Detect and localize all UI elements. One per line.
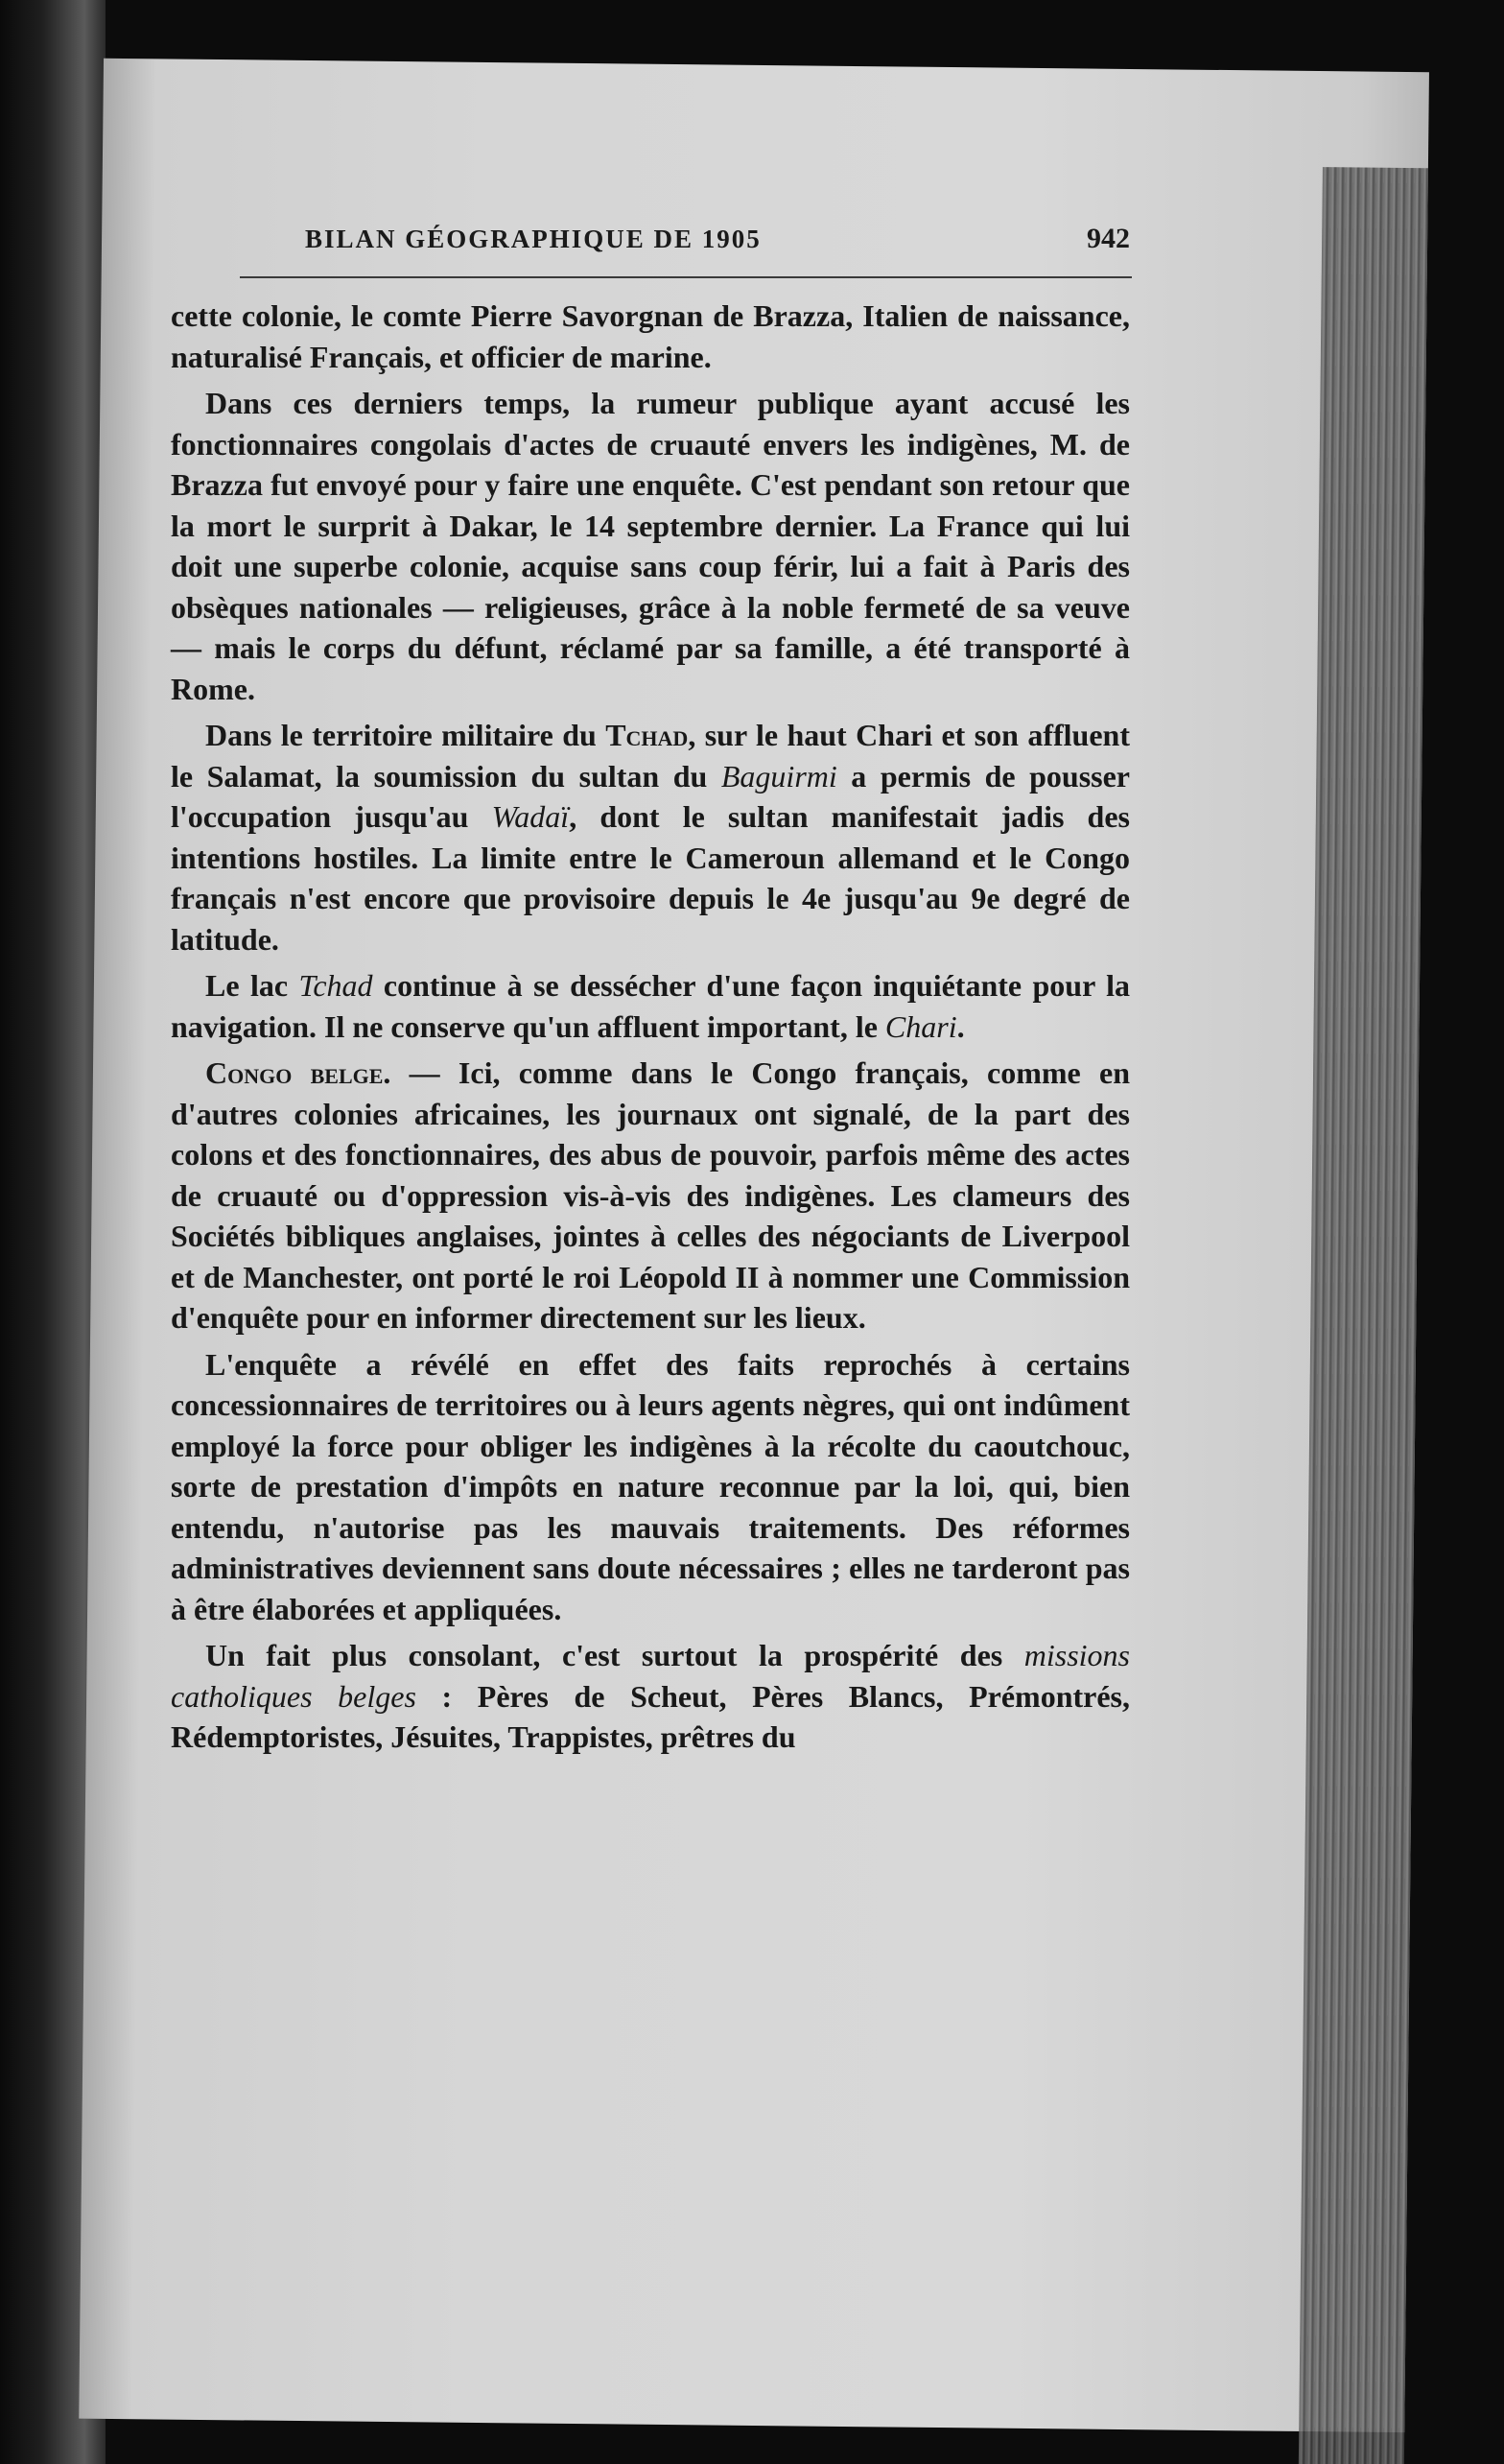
header-rule bbox=[240, 276, 1132, 278]
paragraph-text: , dont le sultan manifestait jadis des intentions hostiles. La limite entre le Cameroun allemand et le Congo français n'est encore que provisoire depuis le 4e jusqu'au 9e degré de latitude. bbox=[171, 799, 1131, 957]
paragraph bbox=[171, 965, 1130, 1047]
paragraph bbox=[171, 296, 1130, 377]
page-number: 942 bbox=[1087, 223, 1130, 254]
running-title: BILAN GÉOGRAPHIQUE DE 1905 bbox=[305, 225, 762, 253]
paragraph-text: L'enquête a révélé en effet des faits reprochés à certains concessionnaires de territoires ou à leurs agents nègres, qui ont indûment employé la force pour obliger les indigènes à la récolte du caoutchouc, sorte de prestation d'impôts en nature reconnue par la loi, qui, bien entendu, n'autorise pas les mauvais traitements. Des réformes administratives deviennent sans doute nécessaires ; elles ne tarderont pas à être élaborées et appliquées. bbox=[171, 1346, 1130, 1626]
paragraph-text: Un fait plus consolant, c'est surtout la prospérité des bbox=[205, 1638, 1024, 1672]
paragraph-text: Le lac bbox=[205, 968, 299, 1003]
paragraph-text: a permis de pousser l'occupation jusqu'au bbox=[171, 758, 1130, 834]
paragraph bbox=[171, 1635, 1130, 1758]
place-name: Tchad bbox=[605, 718, 689, 752]
paragraph-text: cette colonie, le comte Pierre Savorgnan de Brazza, Italien de naissance, naturalisé Français, et officier de marine. bbox=[171, 298, 1130, 374]
paragraph bbox=[171, 715, 1130, 960]
page-stack-edge bbox=[1299, 167, 1428, 2464]
emphasis-text: missions catholiques belges bbox=[171, 1638, 1130, 1714]
body-text bbox=[171, 296, 1130, 1764]
place-name: Wadaï bbox=[491, 799, 570, 834]
paragraph-text: , sur le haut Chari et son affluent le Salamat, la soumission du sultan du bbox=[171, 718, 1131, 794]
paragraph bbox=[171, 383, 1130, 709]
paragraph-text: : Pères de Scheut, Pères Blancs, Prémontrés, Rédemptoristes, Jésuites, Trappistes, prêtres du bbox=[171, 1678, 1131, 1754]
place-name: Baguirmi bbox=[720, 758, 837, 794]
place-name: Tchad bbox=[298, 968, 373, 1003]
place-name: Chari bbox=[884, 1008, 957, 1044]
section-heading: Congo belge. bbox=[205, 1055, 391, 1090]
paragraph-text: — Ici, comme dans le Congo français, comme en d'autres colonies africaines, les journaux ont signalé, de la part des colons et des fonctionnaires, des abus de pouvoir, parfois même des actes de cruauté ou d'oppression vis-à-vis des indigènes. Les clameurs des Sociétés bibliques anglaises, jointes à celles des négociants de Liverpool et de Manchester, ont porté le roi Léopold II à nommer une Commission d'enquête pour en informer directement sur les lieux. bbox=[171, 1055, 1130, 1335]
paragraph bbox=[171, 1053, 1130, 1339]
paragraph-text: Dans ces derniers temps, la rumeur publique ayant accusé les fonctionnaires congolais d'actes de cruauté envers les indigènes, M. de Brazza fut envoyé pour y faire une enquête. C'est pendant son retour que la mort le surprit à Dakar, le 14 septembre dernier. La France qui lui doit une superbe colonie, acquise sans coup férir, lui a fait à Paris des obsèques nationales — religieuses, grâce à la noble fermeté de sa veuve — mais le corps du défunt, réclamé par sa famille, a été transporté à Rome. bbox=[171, 386, 1130, 706]
paragraph bbox=[171, 1344, 1130, 1630]
paragraph-text: Dans le territoire militaire du bbox=[205, 718, 606, 752]
running-header bbox=[305, 223, 1130, 255]
paragraph-text: . bbox=[956, 1008, 965, 1044]
paragraph-text: continue à se dessécher d'une façon inquiétante pour la navigation. Il ne conserve qu'un affluent important, le bbox=[171, 968, 1131, 1044]
